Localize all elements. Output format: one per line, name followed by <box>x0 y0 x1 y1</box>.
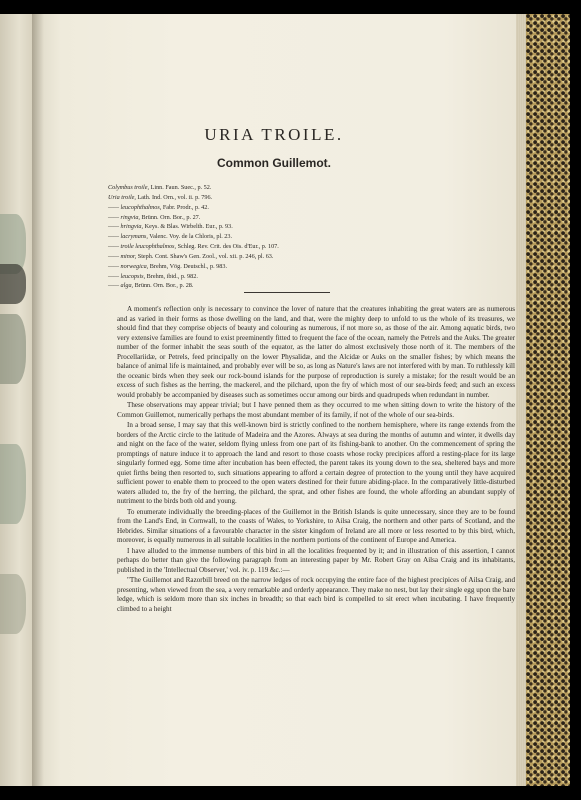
synonym-item: —— ringvia, Brünn. Orn. Bor., p. 27. <box>108 213 201 221</box>
page-block-edges <box>516 14 526 786</box>
plate-illustration-fragment <box>0 574 26 634</box>
marbled-cover-edge <box>526 14 570 786</box>
paragraph: I have alluded to the immense numbers of this bird in all the localities frequented by it; and in illustration of this assertion, I cannot perhaps do better than give the following paragraph from an interesting paper by Mr. Robert Gray on Ailsa Craig and its inhabitants, published in the 'Intellectual Observer,' vol. iv. p. 119 &c.:— <box>117 546 515 574</box>
page-gutter-shadow <box>32 14 44 786</box>
plate-illustration-fragment <box>0 444 26 524</box>
plate-illustration-fragment <box>0 314 26 384</box>
facing-plate-edge <box>0 14 32 786</box>
page-title: URIA TROILE. <box>204 125 344 144</box>
paragraph: A moment's reflection only is necessary to convince the lover of nature that the creatures inhabiting the great waters are as numerous and as varied in their forms as those dwelling on the land, and that, were the mighty deep to unfold to us the whole of its treasures, we should find that they comprise objects of beauty and colouring as numerous, if not more so, as those of the air. Among aquatic birds, two very extensive families are found to exist preeminently fitted to frequent the face of the ocean, namely the Petrels and the Auks. The greater number of the former inhabit the seas south of the equator, as the latter do almost exclusively those north of it. The members of the Procellariidæ, or Petrels, feed principally on the lower Physalidæ, and the Alcidæ or Auks on the smaller fishes; by which means the balance of animal life is maintained, and probably ever will be so, as long as Nature's laws are not interfered with by man. To ruthlessly kill the oceanic birds when they seek our rock-bound islands for the purpose of reproduction is surely a mistake; for the result would be an excess of such fishes as the herring, the mackerel, and the pilchard, upon the fry of which most of our sea-birds feed; and such an excess would probably be accompanied by diseases such as sometimes occur among our birds and quadrupeds when redundant in number. <box>117 305 515 399</box>
synonym-item: —— minor, Steph. Cont. Shaw's Gen. Zool., vol. xii. p. 246, pl. 63. <box>108 252 274 260</box>
book-page <box>32 14 516 786</box>
synonym-item: —— troile leucophthalmos, Schleg. Rev. Crit. des Ois. d'Eur., p. 107. <box>108 243 279 251</box>
synonym-item: —— norwegica, Brehm, Vög. Deutschl., p. 983. <box>108 262 227 270</box>
synonym-item: Uria troile, Lath. Ind. Orn., vol. ii. p. 796. <box>108 193 213 201</box>
synonym-item: —— hringvia, Keys. & Blas. Wirbelth. Eur., p. 93. <box>108 223 233 231</box>
synonym-item: —— leucopsis, Brehm, ibid., p. 982. <box>108 272 198 280</box>
synonym-item: —— leucophthalmos, Fabr. Prodr., p. 42. <box>108 203 209 211</box>
paragraph: These observations may appear trivial; but I have penned them as they occurred to me when sitting down to write the history of the Common Guillemot, numerically perhaps the most abundant member of its family, if not of the whole of our sea-birds. <box>117 401 515 419</box>
plate-illustration-fragment <box>0 264 26 304</box>
synonym-item: —— lacrymans, Valenc. Voy. de la Chloris, pl. 23. <box>108 233 233 241</box>
synonym-item: Colymbus troile, Linn. Faun. Suec., p. 52. <box>108 184 212 191</box>
paragraph: In a broad sense, I may say that this well-known bird is strictly confined to the northern hemisphere, where its range extends from the borders of the Arctic circle to the latitude of Madeira and the Azores. Always at sea during the months of autumn and winter, it dwells day and night on the face of the water, seldom flying unless from one part of its fishing-bank to another. On the commencement of spring the promptings of nature induce it to approach the land and resort to those coasts whose rocky precipices afford a resting-place for its large singularly formed egg. Some time after incubation has been effected, the parent takes its young down to the sea, sheltered bays and more quiet firths being then resorted to, such situations appearing to afford a certain degree of protection to the young until they have acquired sufficient power to enable them to proceed to the open waters destined for their future abiding-place. In the comparatively little-disturbed waters alluded to, the fry of the herring, the pilchard, the sprat, and other fishes are found, the whole affording an abundant supply of nutriment to the birds both old and young. <box>117 421 515 505</box>
quoted-paragraph: "The Guillemot and Razorbill breed on the narrow ledges of rock occupying the entire face of the highest precipices of Ailsa Craig, and presenting, when viewed from the sea, a very remarkable and orderly appearance. They make no nest, but lay their single egg upon the bare ledge, which is seldom more than six inches in breadth; so that each bird is compelled to sit erect when incubating. I have frequently climbed to a height <box>117 576 515 613</box>
synonym-item: —— alga, Brünn. Orn. Bor., p. 28. <box>108 282 194 290</box>
paragraph: To enumerate individually the breeding-places of the Guillemot in the British Islands is quite unnecessary, since they are to be found from the Land's End, in Cornwall, to the coasts of Wales, to Yorkshire, to Ailsa Craig, the northern and other parts of Scotland, and the Hebrides. Similar situations of a favourable character in the sister kingdom of Ireland are all more or less resorted to by this bird, which, moreover, is equally numerous in all suitable localities in the northern portions of the continent of Europe and America. <box>117 507 515 544</box>
synonymy-list <box>108 183 468 291</box>
section-divider <box>244 292 330 293</box>
common-name: Common Guillemot. <box>217 156 331 170</box>
body-text <box>117 305 515 615</box>
